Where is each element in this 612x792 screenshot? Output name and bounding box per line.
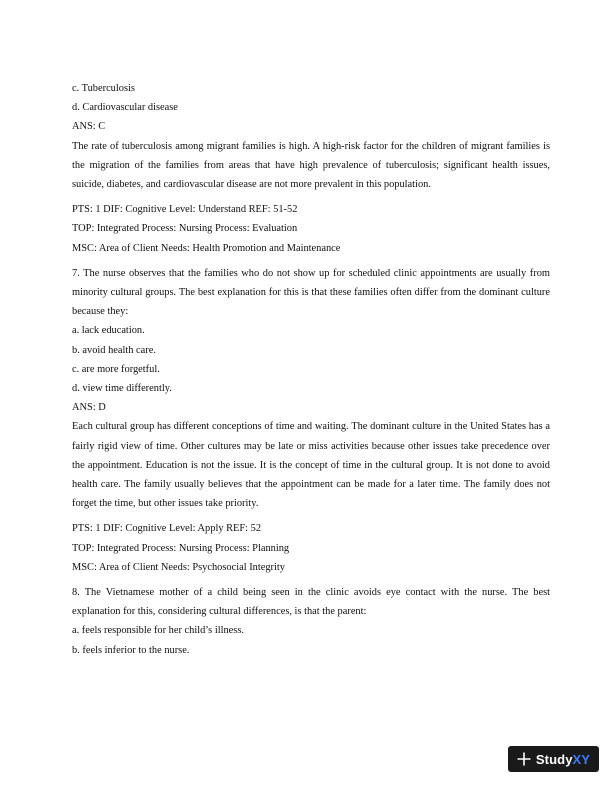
question-7-top-line: TOP: Integrated Process: Nursing Process: Planning	[72, 542, 290, 554]
question-7-pts-line: PTS: 1 DIF: Cognitive Level: Apply REF: 52	[72, 523, 262, 535]
question-8-option-b: b. feels inferior to the nurse.	[72, 644, 190, 656]
question-7-answer: ANS: D	[72, 402, 106, 414]
top-line: TOP: Integrated Process: Nursing Process: Evaluation	[72, 223, 298, 235]
msc-line: MSC: Area of Client Needs: Health Promotion and Maintenance	[72, 242, 341, 254]
pts-line: PTS: 1 DIF: Cognitive Level: Understand REF: 51-52	[72, 204, 298, 216]
question-8-option-a: a. feels responsible for her child’s illness.	[72, 625, 244, 637]
question-7-rationale: Each cultural group has different conceptions of time and waiting. The dominant culture in the United States has a fairly rigid view of time. Other cultures may be late or miss activities because other issues take precedence over the appointment. Education is not the issue. It is the concept of time in the cultural group. It is not done to avoid health care. The family usually believes that the appointment can be made for a later time. The family does not forget the time, but other issues take priority.	[72, 421, 550, 510]
answer: ANS: C	[72, 121, 106, 133]
question-7-option-b: b. avoid health care.	[72, 344, 156, 356]
logo-wordmark: StudyXY	[535, 751, 591, 767]
question-7-option-c: c. are more forgetful.	[72, 363, 160, 375]
plus-icon	[517, 752, 531, 766]
option-d: d. Cardiovascular disease	[72, 102, 178, 114]
question-7-stem: 7. The nurse observes that the families who do not show up for scheduled clinic appointments are usually from minority cultural groups. The best explanation for this is that these families often differ from the dominant culture because they:	[72, 267, 550, 318]
option-c: c. Tuberculosis	[72, 83, 135, 94]
question-7-msc-line: MSC: Area of Client Needs: Psychosocial Integrity	[72, 561, 285, 573]
question-8-stem: 8. The Vietnamese mother of a child being seen in the clinic avoids eye contact with the nurse. The best explanation for this, considering cultural differences, is that the parent:	[72, 587, 550, 618]
question-7-option-d: d. view time differently.	[72, 383, 172, 395]
studyxy-logo	[508, 746, 599, 772]
question-7-option-a: a. lack education.	[72, 325, 145, 337]
rationale: The rate of tuberculosis among migrant families is high. A high-risk factor for the children of migrant families is the migration of the families from areas that have high prevalence of tuberculosis; significant health issues, suicide, diabetes, and cardiovascular disease are not more prevalent in this population.	[72, 140, 550, 191]
document-content	[72, 79, 550, 660]
